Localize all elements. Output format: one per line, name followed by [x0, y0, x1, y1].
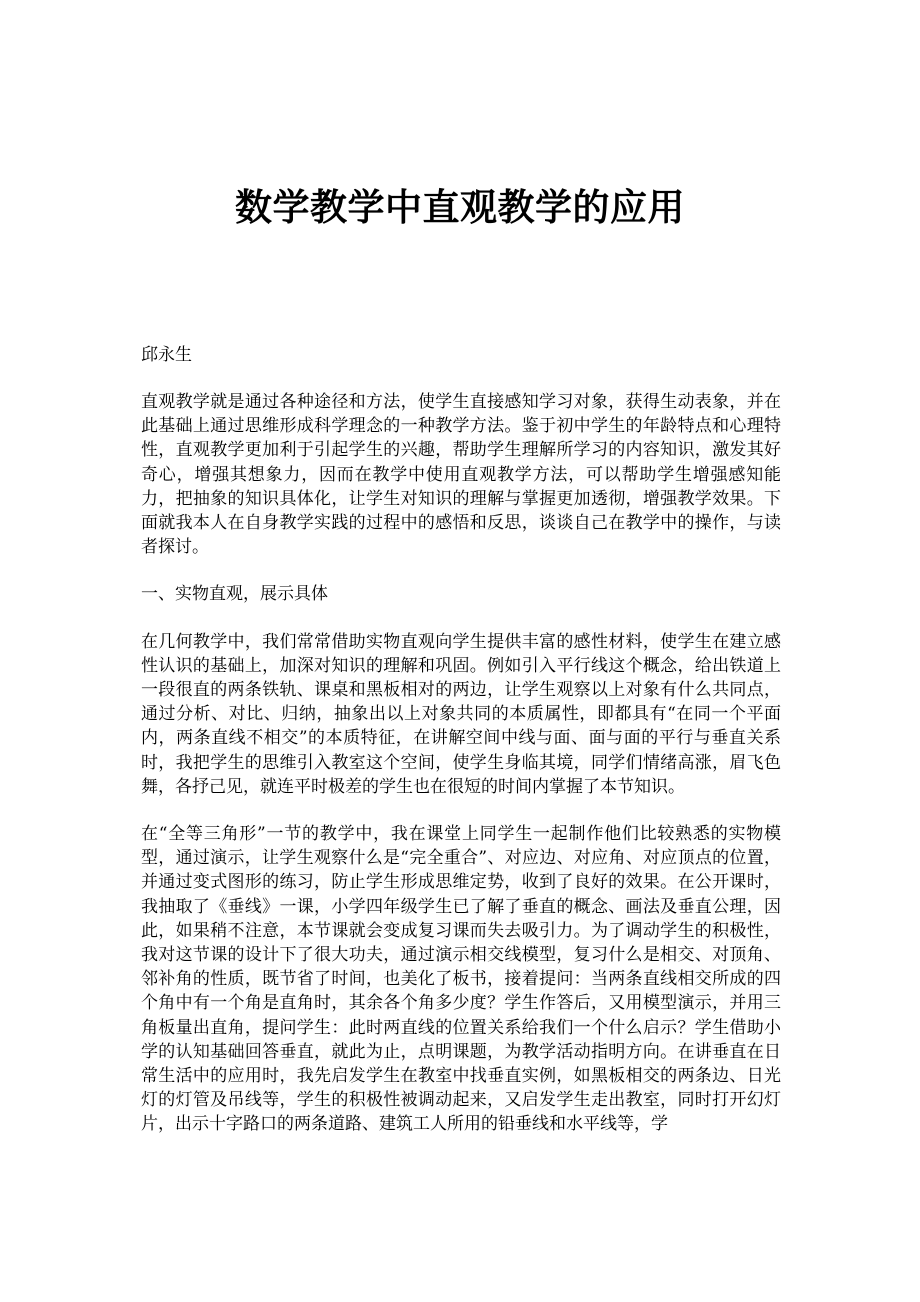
intro-paragraph: 直观教学就是通过各种途径和方法，使学生直接感知学习对象，获得生动表象，并在此基础上通过思维形成科学理念的一种教学方法。鉴于初中学生的年龄特点和心理特性，直观教学更加利于引起学生的兴趣，帮助学生理解所学习的内容知识，激发其好奇心，增强其想象力，因而在教学中使用直观教学方法，可以帮助学生增强感知能力，把抽象的知识具体化，让学生对知识的理解与掌握更加透彻，增强教学效果。下面就我本人在自身教学实践的过程中的感悟和反思，谈谈自己在教学中的操作，与读者探讨。	[141, 392, 781, 558]
body-paragraph: 在“全等三角形”一节的教学中，我在课堂上同学生一起制作他们比较熟悉的实物模型，通过演示，让学生观察什么是“完全重合”、对应边、对应角、对应顶点的位置，并通过变式图形的练习，防止学生形成思维定势，收到了良好的效果。在公开课时，我抽取了《垂线》一课，小学四年级学生已了解了垂直的概念、画法及垂直公理，因此，如果稍不注意，本节课就会变成复习课而失去吸引力。为了调动学生的积极性，我对这节课的设计下了很大功夫，通过演示相交线模型，复习什么是相交、对顶角、邻补角的性质，既节省了时间，也美化了板书，接着提问：当两条直线相交所成的四个角中有一个角是直角时，其余各个角多少度？学生作答后，又用模型演示，并用三角板量出直角，提问学生：此时两直线的位置关系给我们一个什么启示？学生借助小学的认知基础回答垂直，就此为止，点明课题，为教学活动指明方向。在讲垂直在日常生活中的应用时，我先启发学生在教室中找垂直实例，如黑板相交的两条边、日光灯的灯管及吊线等，学生的积极性被调动起来，又启发学生走出教室，同时打开幻灯片，出示十字路口的两条道路、建筑工人所用的铅垂线和水平线等，学	[141, 824, 781, 1135]
document-title: 数学教学中直观教学的应用	[235, 185, 685, 229]
document-body	[141, 390, 781, 1160]
author-name: 邱永生	[141, 345, 192, 365]
body-paragraph: 在几何教学中，我们常常借助实物直观向学生提供丰富的感性材料，使学生在建立感性认识的基础上，加深对知识的理解和巩固。例如引入平行线这个概念，给出铁道上一段很直的两条铁轨、课桌和黑板相对的两边，让学生观察以上对象有什么共同点，通过分析、对比、归纳，抽象出以上对象共同的本质属性，即都具有“在同一个平面内，两条直线不相交”的本质特征，在讲解空间中线与面、面与面的平行与垂直关系时，我把学生的思维引入教室这个空间，使学生身临其境，同学们情绪高涨，眉飞色舞，各抒己见，就连平时极差的学生也在很短的时间内掌握了本节知识。	[141, 631, 781, 797]
section-heading: 一、实物直观，展示具体	[141, 584, 328, 605]
